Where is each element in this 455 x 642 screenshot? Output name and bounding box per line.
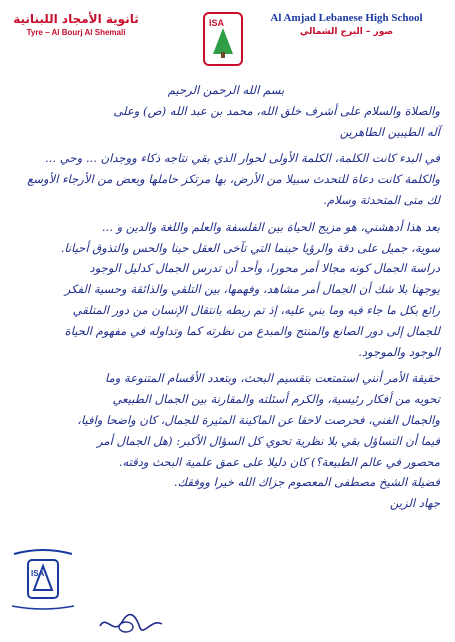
location-english: Tyre – Al Bourj Al Shemali xyxy=(26,28,126,37)
letter-line: والكلمة كانت دعاة للتحدث سبيلا من الأرض، بها مرتكز حاملها وبعض من الأرجاء الأوسع xyxy=(27,172,440,187)
school-name-english: Al Amjad Lebanese High School xyxy=(270,12,423,24)
school-name-english-block xyxy=(244,12,449,37)
school-name-arabic: ثانوية الأمجاد اللبنانية xyxy=(13,12,139,26)
letter-line: في البدء كانت الكلمة، الكلمة الأولى لحوار الذي بقي نتاجه ذكاء ووجدان ... وحي ... xyxy=(45,151,440,166)
signature-stroke xyxy=(100,615,162,631)
letter-line: حقيقة الأمر أنني استمتعت بتقسيم البحث، وبتعدد الأقسام المتنوعة وما xyxy=(105,371,440,386)
letter-line: فيما أن التساؤل بقي بلا نظرية تحوي كل السؤال الأكبر: (هل الجمال أمر xyxy=(97,433,440,448)
letter-line: والجمال الفني، فحرصت لاحقا عن الماكينة المثيرة للجمال، كان واضحا وافيا، xyxy=(77,412,440,427)
letter-line: والصلاة والسلام على أشرف خلق الله، محمد بن عبد الله (ص) وعلى xyxy=(113,103,440,118)
letter-line: سوية، جميل على دقة والرؤيا حينما التي تآخى العقل حينا والحس والتذوق أحيانا. xyxy=(60,240,440,255)
school-stamp xyxy=(6,546,80,612)
letter-signoff: جهاد الزين xyxy=(389,496,440,511)
handwritten-letter xyxy=(12,80,440,514)
location-arabic: صور – البرج الشمالي xyxy=(299,27,394,37)
stamp-lower-arc xyxy=(12,606,74,609)
letter-line: للجمال إلى دور الصانع والمنتج والمبدع من نظرته كما وتداوله في مفهوم الحياة xyxy=(64,323,440,338)
letter-line: بسم الله الرحمن الرحيم xyxy=(167,83,285,97)
handwritten-signature xyxy=(96,612,166,638)
school-name-arabic-block xyxy=(6,12,146,37)
logo-trunk xyxy=(221,52,225,58)
stamp-arc xyxy=(14,550,72,554)
school-logo xyxy=(203,12,243,66)
letter-line: بعد هذا أدهشني، هو مزيج الحياة بين الفلسفة والعلم واللغة والدين و ... xyxy=(101,219,440,234)
letter-line: دراسة الجمال كونه مجالا أمر محورا، وأحد أن تدرس الجمال كدليل الوجود xyxy=(89,261,440,276)
letter-line: آله الطيبين الطاهرين xyxy=(339,124,440,139)
letter-line: يوجهنا بلا شك أن الجمال أمر مشاهد، وفهمها، بين التلقي والذائقة وحسية الفكر xyxy=(64,282,440,297)
letter-line: فضيلة الشيخ مصطفى المعصوم جزاك الله خيرا ووفقك. xyxy=(173,475,440,490)
svg-text:ISA: ISA xyxy=(31,569,45,578)
letter-line: رائع بكل ما جاء فيه وما بني عليه، إذ تم ربطه بانتقال الإنسان من دور المتلقي xyxy=(72,302,440,317)
letter-line: لك متى المتحدثة وسلام. xyxy=(323,192,440,207)
letter-line: الوجود والموجود. xyxy=(358,344,440,359)
logo-letters: ISA xyxy=(209,18,225,28)
letter-line: تحويه من أفكار رئيسية، والكرم أسئلته والمقارنة بين الجمال الطبيعي xyxy=(112,392,440,407)
logo-tree-icon xyxy=(213,28,233,54)
letter-line: محصور في عالم الطبيعة؟) كان دليلا على عمق علمية البحث ودقته. xyxy=(118,454,440,469)
